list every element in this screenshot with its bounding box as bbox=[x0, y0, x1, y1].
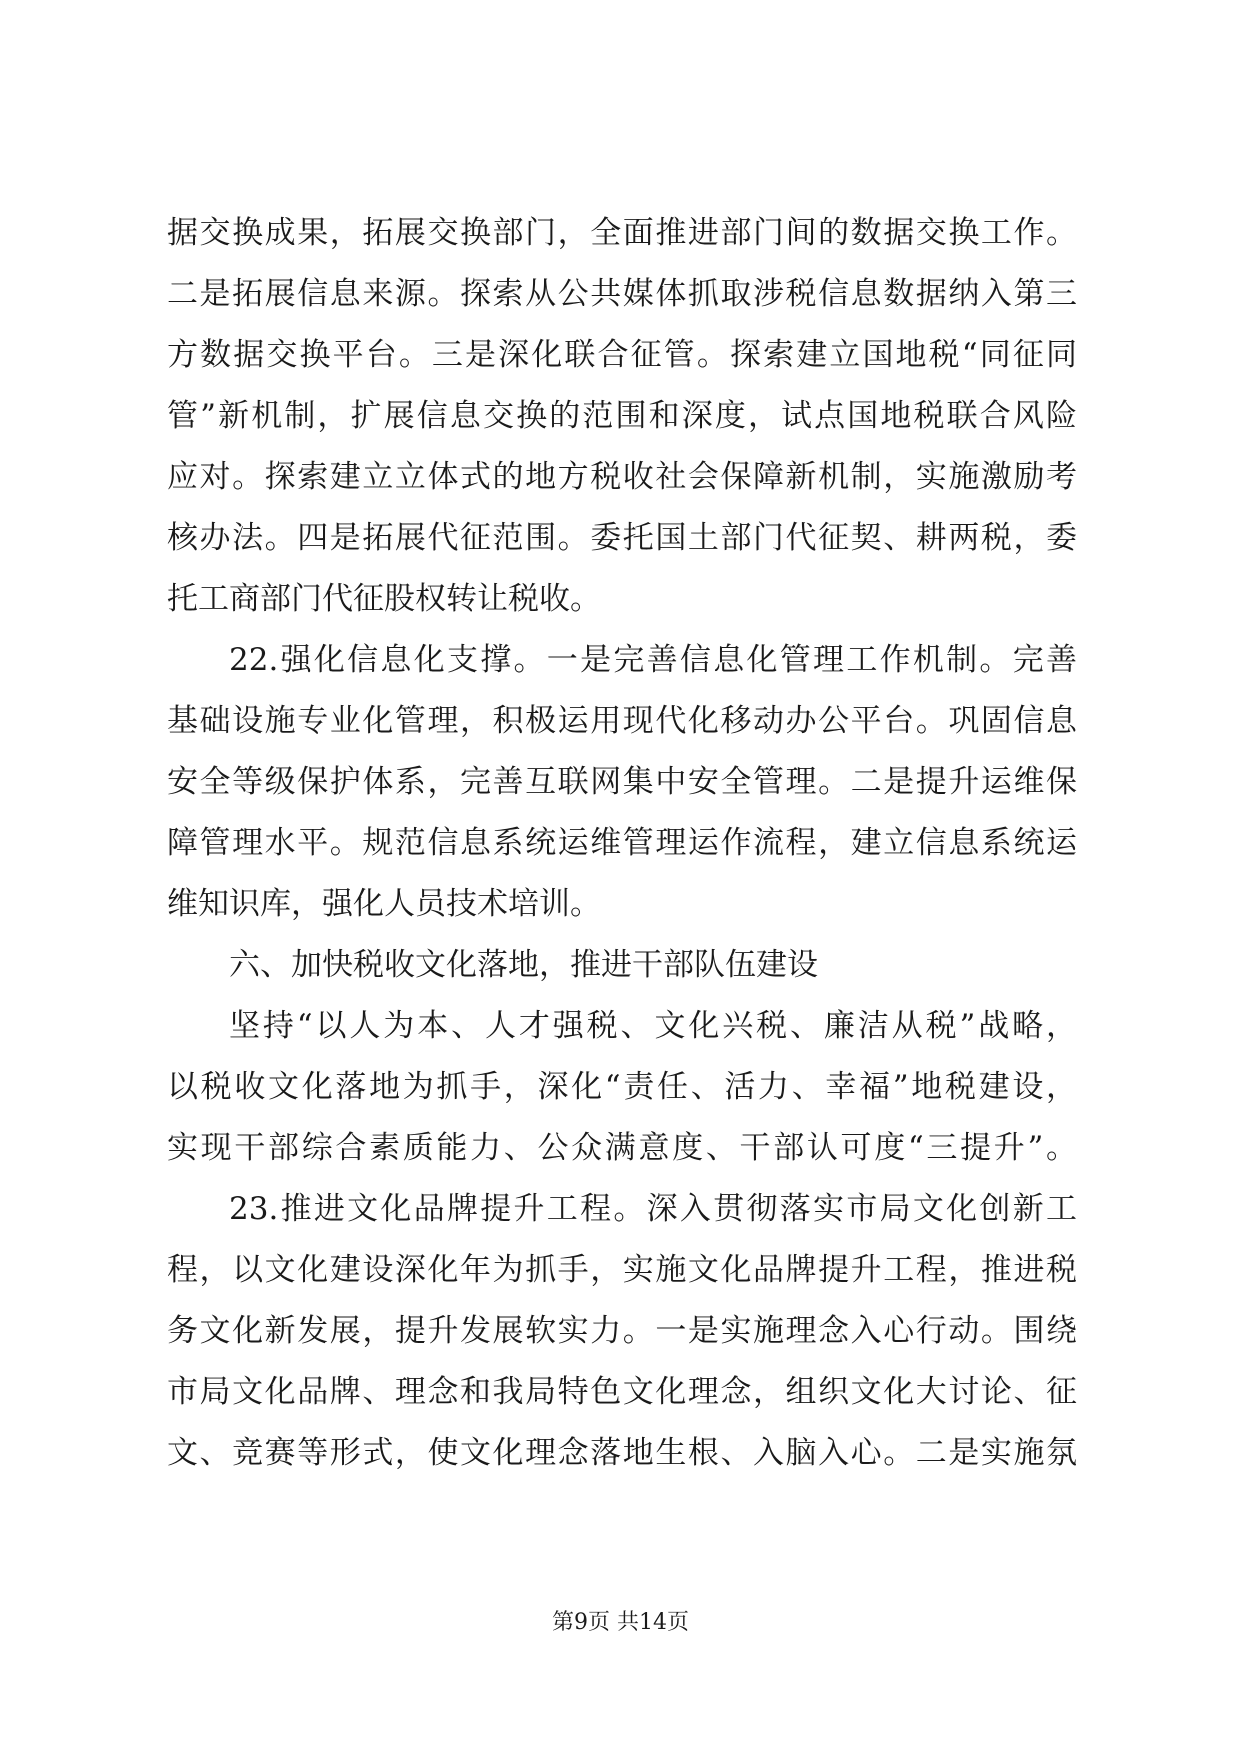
text-line-4: 管”新机制，扩展信息交换的范围和深度，试点国地税联合风险 bbox=[167, 398, 1077, 434]
paragraph-22-start: 22.强化信息化支撑。一是完善信息化管理工作机制。完善 bbox=[229, 642, 1077, 678]
text-line-2: 二是拓展信息来源。探索从公共媒体抓取涉税信息数据纳入第三 bbox=[167, 276, 1077, 312]
text-line-10: 安全等级保护体系，完善互联网集中安全管理。二是提升运维保 bbox=[167, 764, 1077, 800]
text-line-15: 以税收文化落地为抓手，深化“责任、活力、幸福”地税建设， bbox=[167, 1069, 1077, 1105]
text-line-19: 务文化新发展，提升发展软实力。一是实施理念入心行动。围绕 bbox=[167, 1313, 1077, 1349]
text-line-6: 核办法。四是拓展代征范围。委托国土部门代征契、耕两税，委 bbox=[167, 520, 1077, 556]
text-line-5: 应对。探索建立立体式的地方税收社会保障新机制，实施激励考 bbox=[167, 459, 1077, 495]
text-line-20: 市局文化品牌、理念和我局特色文化理念，组织文化大讨论、征 bbox=[167, 1374, 1077, 1410]
text-line-3: 方数据交换平台。三是深化联合征管。探索建立国地税“同征同 bbox=[167, 337, 1077, 373]
text-line-16: 实现干部综合素质能力、公众满意度、干部认可度“三提升”。 bbox=[167, 1130, 1077, 1166]
text-line-1: 据交换成果，拓展交换部门，全面推进部门间的数据交换工作。 bbox=[167, 215, 1077, 251]
text-line-21: 文、竞赛等形式，使文化理念落地生根、入脑入心。二是实施氛 bbox=[167, 1435, 1077, 1471]
paragraph-23-start: 23.推进文化品牌提升工程。深入贯彻落实市局文化创新工 bbox=[229, 1191, 1077, 1227]
section-heading-6: 六、加快税收文化落地，推进干部队伍建设 bbox=[229, 947, 818, 983]
text-line-12: 维知识库，强化人员技术培训。 bbox=[167, 886, 601, 922]
text-line-7: 托工商部门代征股权转让税收。 bbox=[167, 581, 601, 617]
paragraph-strategy-start: 坚持“以人为本、人才强税、文化兴税、廉洁从税”战略， bbox=[229, 1008, 1077, 1044]
text-line-18: 程，以文化建设深化年为抓手，实施文化品牌提升工程，推进税 bbox=[167, 1252, 1077, 1288]
text-line-9: 基础设施专业化管理，积极运用现代化移动办公平台。巩固信息 bbox=[167, 703, 1077, 739]
text-line-11: 障管理水平。规范信息系统运维管理运作流程，建立信息系统运 bbox=[167, 825, 1077, 861]
page-number-footer: 第9页 共14页 bbox=[552, 1610, 689, 1635]
